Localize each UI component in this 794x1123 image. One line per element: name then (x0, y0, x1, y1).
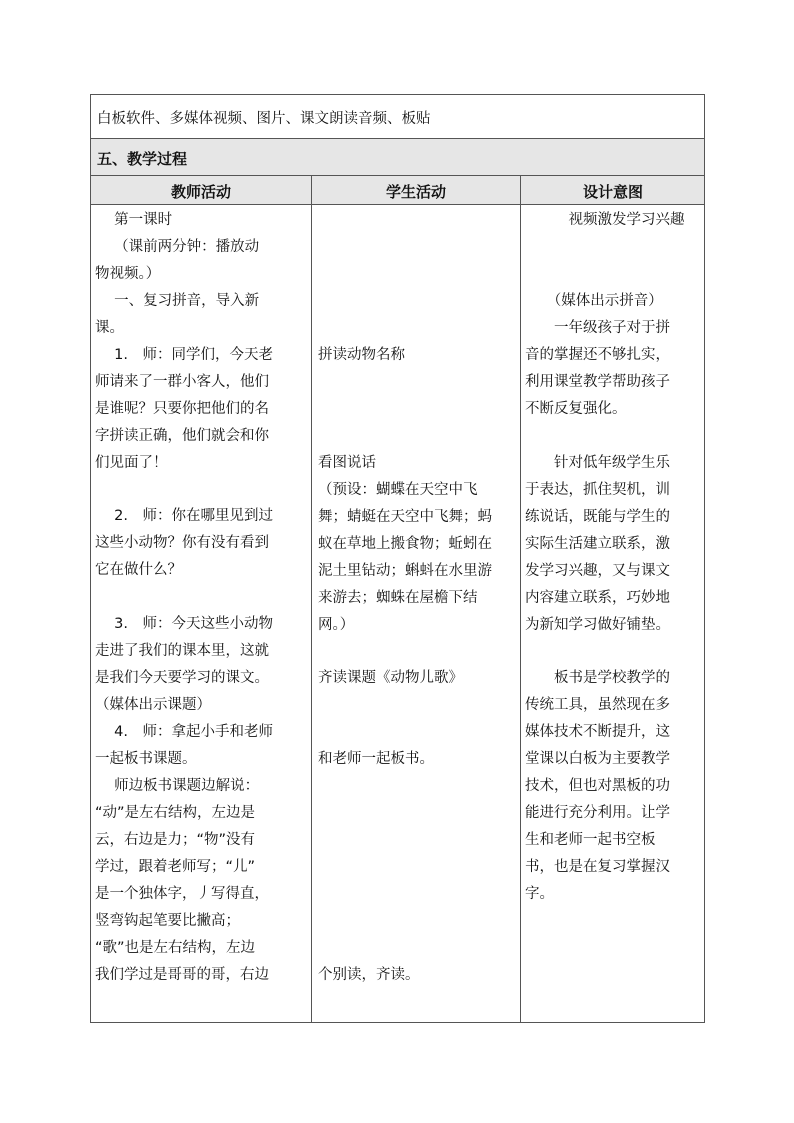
design-text-line: 为新知学习做好铺垫。 (525, 617, 670, 633)
student-text-line: 看图说话 (318, 455, 376, 471)
section-title: 五、教学过程 (97, 150, 188, 168)
design-text-line: 字。 (525, 886, 554, 902)
student-text-line: 泥土里钻动；蝌蚪在水里游 (318, 563, 492, 579)
column-divider (520, 205, 521, 1022)
teacher-text-line: 3. 师：今天这些小动物 (95, 616, 273, 632)
student-text-line: 个别读，齐读。 (318, 967, 420, 983)
student-text-line: 拼读动物名称 (318, 347, 405, 363)
design-text-line: 实际生活建立联系，激 (525, 536, 670, 552)
teacher-text-line: 这些小动物？你有没有看到 (95, 535, 269, 551)
teacher-text-line: 是我们今天要学习的课文。 (95, 670, 269, 686)
design-text-line: 能进行充分利用。让学 (525, 805, 670, 821)
teacher-text-line: 我们学过是哥哥的哥，右边 (95, 967, 269, 983)
body-row (91, 205, 704, 1022)
teacher-text-line: 走进了我们的课本里，这就 (95, 643, 269, 659)
teacher-text-line: 它在做什么？ (95, 562, 182, 578)
student-text-line: 舞；蜻蜓在天空中飞舞；蚂 (318, 509, 492, 525)
teacher-text-line: 课。 (95, 320, 124, 336)
materials-row (91, 95, 704, 139)
teacher-text-line: 云，右边是力；“物”没有 (95, 832, 256, 848)
design-text-line: 传统工具，虽然现在多 (525, 697, 670, 713)
teacher-text-line: （课前两分钟：播放动 (95, 239, 260, 255)
teacher-text-line: 一起板书课题。 (95, 751, 197, 767)
teacher-text-line: “动”是左右结构，左边是 (95, 805, 256, 821)
design-text-line: 针对低年级学生乐 (525, 455, 670, 471)
design-text-line: 生和老师一起书空板 (525, 832, 656, 848)
teacher-text-line: 一、复习拼音，导入新 (95, 293, 260, 309)
teacher-text-line: 字拼读正确，他们就会和你 (95, 428, 269, 444)
student-text-line: 来游去；蜘蛛在屋檐下结 (318, 590, 478, 606)
materials-text: 白板软件、多媒体视频、图片、课文朗读音频、板贴 (97, 111, 431, 127)
teacher-text-line: 4. 师：拿起小手和老师 (95, 724, 273, 740)
design-text-line: 技术，但也对黑板的功 (525, 778, 670, 794)
teacher-text-line: 是一个独体字，丿写得直， (95, 886, 269, 902)
design-text-line: 板书是学校教学的 (525, 670, 670, 686)
design-text-line: 堂课以白板为主要教学 (525, 751, 670, 767)
teacher-text-line: 学过，跟着老师写；“儿” (95, 859, 256, 875)
teacher-text-line: 2. 师：你在哪里见到过 (95, 508, 273, 524)
design-intent-cell (525, 205, 701, 1022)
teacher-text-line: 师边板书课题边解说： (95, 778, 260, 794)
design-text-line: 内容建立联系，巧妙地 (525, 590, 670, 606)
teacher-text-line: 第一课时 (95, 212, 173, 228)
design-text-line: 利用课堂教学帮助孩子 (525, 374, 670, 390)
design-text-line: （媒体出示拼音） (525, 293, 663, 309)
column-divider (311, 205, 312, 1022)
teacher-text-line: （媒体出示课题） (95, 697, 211, 713)
teacher-text-line: 竖弯钩起笔要比撇高； (95, 913, 240, 929)
column-header-row (91, 176, 704, 205)
student-text-line: 齐读课题《动物儿歌》 (318, 670, 463, 686)
student-text-line: （预设：蝴蝶在天空中飞 (318, 482, 478, 498)
section-title-row (91, 139, 704, 176)
design-text-line: 音的掌握还不够扎实， (525, 347, 670, 363)
header-design-intent: 设计意图 (582, 183, 643, 201)
teacher-text-line: 师请来了一群小客人，他们 (95, 374, 269, 390)
teacher-text-line: 们见面了！ (95, 455, 168, 471)
student-activity-cell (318, 205, 516, 1022)
teacher-activity-cell (95, 205, 305, 1022)
design-text-line: 书，也是在复习掌握汉 (525, 859, 670, 875)
design-text-line: 视频激发学习兴趣 (525, 212, 685, 228)
design-text-line: 于表达，抓住契机，训 (525, 482, 670, 498)
student-text-line: 蚁在草地上搬食物；蚯蚓在 (318, 536, 492, 552)
teacher-text-line: 物视频。） (95, 266, 161, 282)
header-teacher-activity: 教师活动 (170, 183, 231, 201)
design-text-line: 不断反复强化。 (525, 401, 627, 417)
design-text-line: 一年级孩子对于拼 (525, 320, 670, 336)
header-student-activity: 学生活动 (385, 183, 446, 201)
student-text-line: 和老师一起板书。 (318, 751, 434, 767)
design-text-line: 媒体技术不断提升，这 (525, 724, 670, 740)
teacher-text-line: 是谁呢？只要你把他们的名 (95, 401, 269, 417)
design-text-line: 练说话，既能与学生的 (525, 509, 670, 525)
student-text-line: 网。） (318, 617, 355, 633)
lesson-plan-table (90, 94, 705, 1023)
teacher-text-line: 1. 师：同学们，今天老 (95, 347, 273, 363)
design-text-line: 发学习兴趣，又与课文 (525, 563, 670, 579)
teacher-text-line: “歌”也是左右结构，左边 (95, 940, 256, 956)
